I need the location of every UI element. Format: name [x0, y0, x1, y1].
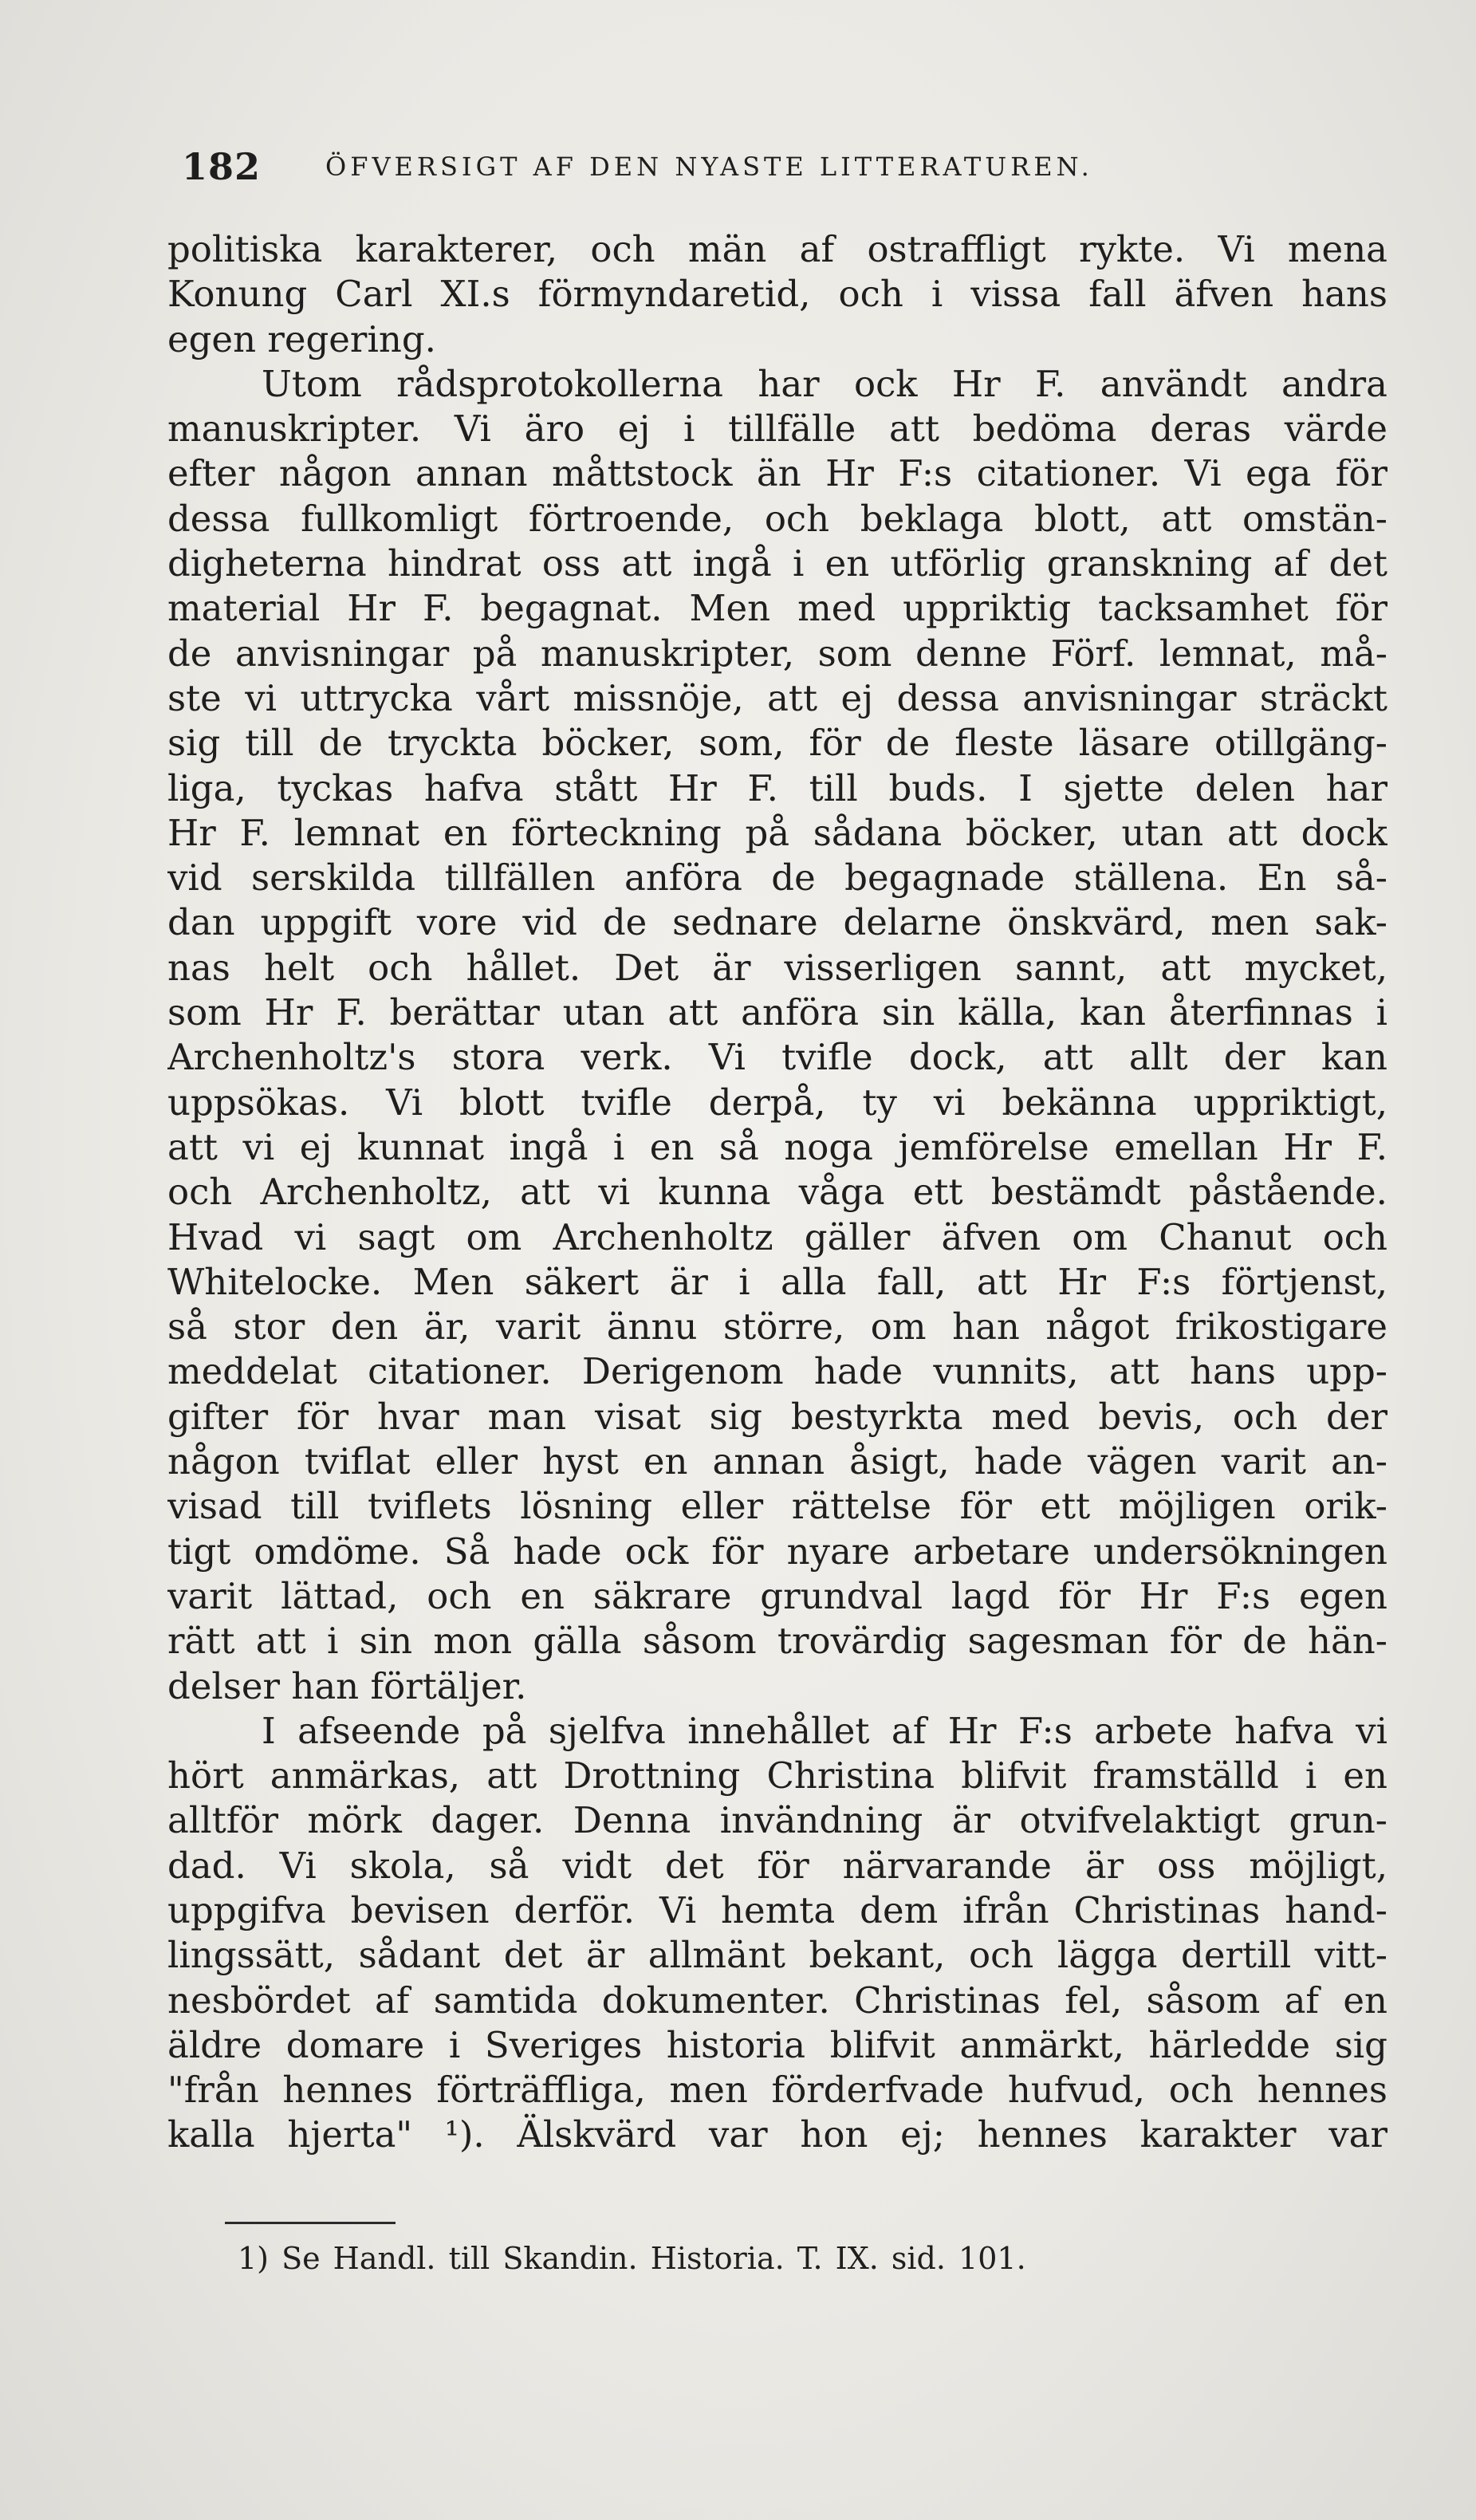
text-line: varit lättad, och en säkrare grundval lagd för Hr F:s egen — [167, 1574, 1387, 1617]
text-line: visad till tviflets lösning eller rättelse för ett möjligen orik- — [167, 1485, 1387, 1528]
text-line: kalla hjerta" ¹). Älskvärd var hon ej; hennes karakter var — [167, 2113, 1387, 2156]
text-line: liga, tyckas hafva stått Hr F. till buds. I sjette delen har — [167, 766, 1387, 809]
text-line: meddelat citationer. Derigenom hade vunnits, att hans upp- — [167, 1350, 1387, 1393]
text-line: nesbördet af samtida dokumenter. Christinas fel, såsom af en — [167, 1979, 1387, 2022]
text-line: egen regering. — [167, 317, 436, 360]
text-line: tigt omdöme. Så hade ock för nyare arbetare undersökningen — [167, 1530, 1387, 1573]
text-line: Hvad vi sagt om Archenholtz gäller äfven om Chanut och — [167, 1215, 1387, 1258]
text-line: uppsökas. Vi blott tvifle derpå, ty vi bekänna uppriktigt, — [167, 1081, 1387, 1124]
text-line: material Hr F. begagnat. Men med uppriktig tacksamhet för — [167, 587, 1387, 630]
text-line: manuskripter. Vi äro ej i tillfälle att bedöma deras värde — [167, 408, 1387, 451]
footnote-rule — [225, 2222, 396, 2224]
text-line: politiska karakterer, och män af ostraffligt rykte. Vi mena — [167, 228, 1387, 270]
text-line: hört anmärkas, att Drottning Christina blifvit framställd i en — [167, 1754, 1387, 1797]
text-line: ste vi uttrycka vårt missnöje, att ej dessa anvisningar sträckt — [167, 676, 1387, 719]
text-line: de anvisningar på manuskripter, som denne Förf. lemnat, må- — [167, 632, 1387, 675]
footnote: 1) Se Handl. till Skandin. Historia. T. IX. sid. 101. — [238, 2241, 1026, 2276]
page-number: 182 — [182, 145, 262, 188]
text-line: Utom rådsprotokollerna har ock Hr F. användt andra — [262, 362, 1387, 405]
text-line: I afseende på sjelfva innehållet af Hr F:s arbete hafva vi — [262, 1709, 1387, 1752]
text-line: dessa fullkomligt förtroende, och beklaga blott, att omstän- — [167, 497, 1387, 540]
text-line: som Hr F. berättar utan att anföra sin källa, kan återfinnas i — [167, 991, 1387, 1034]
text-line: nas helt och hållet. Det är visserligen sannt, att mycket, — [167, 946, 1387, 989]
text-line: Whitelocke. Men säkert är i alla fall, att Hr F:s förtjenst, — [167, 1260, 1387, 1303]
text-line: alltför mörk dager. Denna invändning är otvifvelaktigt grun- — [167, 1799, 1387, 1842]
text-line: Hr F. lemnat en förteckning på sådana böcker, utan att dock — [167, 811, 1387, 854]
text-line: sig till de tryckta böcker, som, för de fleste läsare otillgäng- — [167, 722, 1387, 765]
text-line: Konung Carl XI.s förmyndaretid, och i vissa fall äfven hans — [167, 273, 1387, 316]
text-line: och Archenholtz, att vi kunna våga ett bestämdt påstående. — [167, 1171, 1387, 1214]
text-line: äldre domare i Sveriges historia blifvit anmärkt, härledde sig — [167, 2023, 1387, 2066]
text-line: så stor den är, varit ännu större, om han något frikostigare — [167, 1305, 1387, 1349]
text-line: dad. Vi skola, så vidt det för närvarande är oss möjligt, — [167, 1844, 1387, 1887]
text-line: uppgifva bevisen derför. Vi hemta dem ifrån Christinas hand- — [167, 1888, 1387, 1931]
running-head: ÖFVERSIGT AF DEN NYASTE LITTERATUREN. — [325, 152, 1093, 182]
text-line: rätt att i sin mon gälla såsom trovärdig sagesman för de hän- — [167, 1620, 1387, 1663]
text-line: dan uppgift vore vid de sednare delarne önskvärd, men sak- — [167, 901, 1387, 944]
text-line: att vi ej kunnat ingå i en så noga jemförelse emellan Hr F. — [167, 1125, 1387, 1168]
page-header — [182, 145, 1394, 193]
text-line: digheterna hindrat oss att ingå i en utförlig granskning af det — [167, 542, 1387, 585]
text-line: gifter för hvar man visat sig bestyrkta med bevis, och der — [167, 1395, 1387, 1438]
text-line: "från hennes förträffliga, men förderfvade hufvud, och hennes — [167, 2069, 1387, 2112]
body-text — [167, 227, 1387, 2158]
text-line: vid serskilda tillfällen anföra de begagnade ställena. En så- — [167, 856, 1387, 900]
text-line: lingssätt, sådant det är allmänt bekant, och lägga dertill vitt- — [167, 1934, 1387, 1977]
text-line: någon tviflat eller hyst en annan åsigt, hade vägen varit an- — [167, 1440, 1387, 1483]
text-line: Archenholtz's stora verk. Vi tvifle dock, att allt der kan — [167, 1036, 1387, 1079]
text-line: delser han förtäljer. — [167, 1664, 527, 1707]
text-line: efter någon annan måttstock än Hr F:s citationer. Vi ega för — [167, 452, 1387, 495]
